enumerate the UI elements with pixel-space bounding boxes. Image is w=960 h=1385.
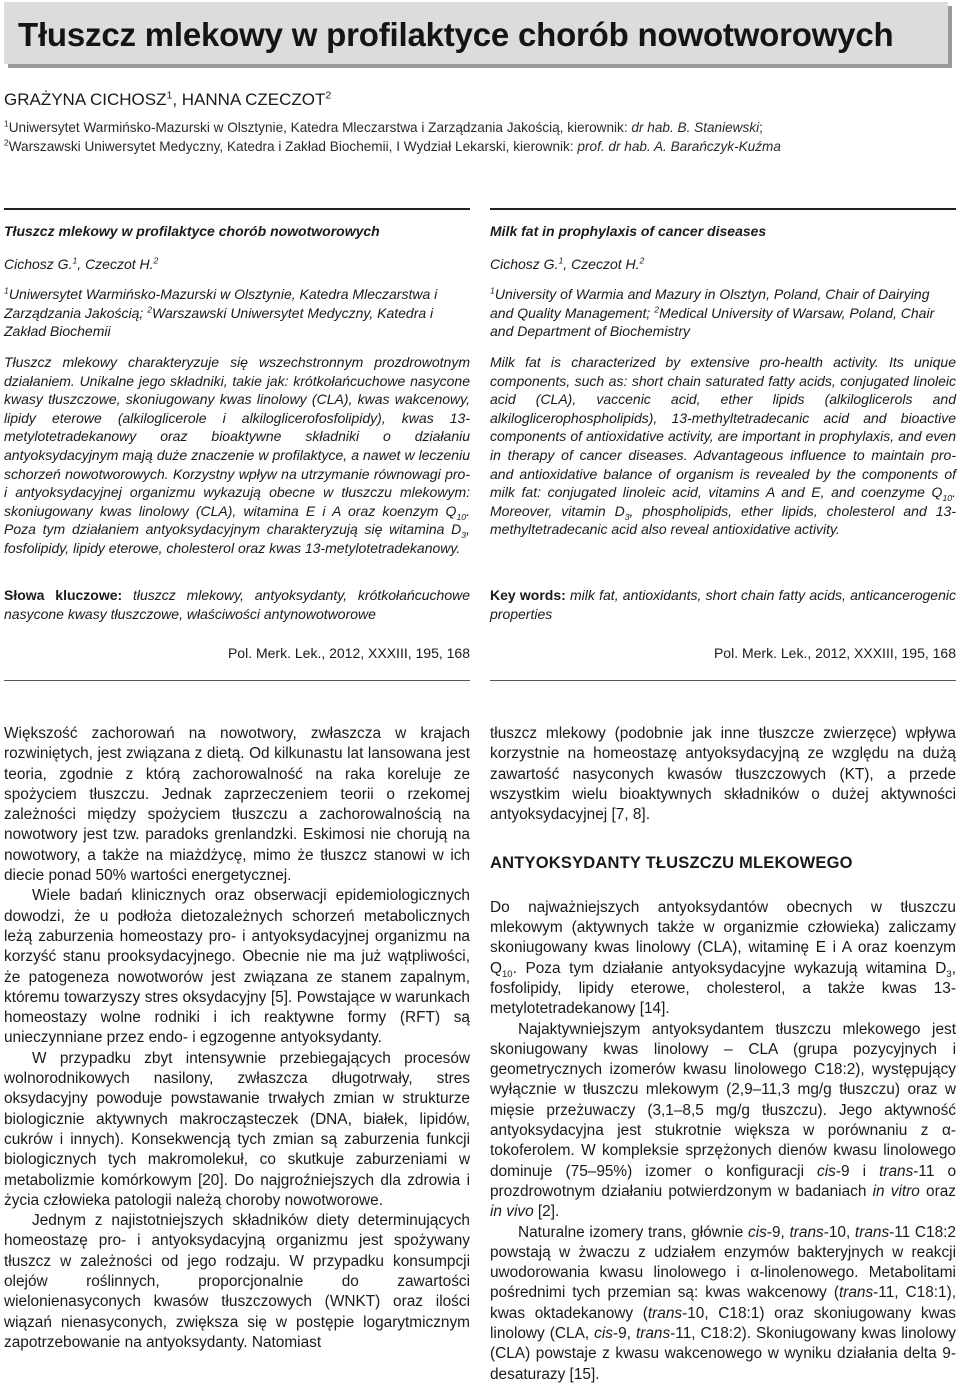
- article-title: Tłuszcz mlekowy w profilaktyce chorób nowotworowych: [18, 16, 894, 53]
- affiliation-2: [4, 139, 781, 154]
- body-right-p3-trans: trans: [879, 1162, 914, 1180]
- body-right-p2-c: , fosfolipidy, lipidy eterowe, cholesterol, a także kwas 13-metylotetradekanowy [14].: [490, 959, 956, 1018]
- abstract-en-affil-sup-1: 1: [490, 285, 495, 296]
- affiliation-2-person: prof. dr hab. A. Barańczyk-Kuźma: [577, 139, 781, 154]
- abstract-pl-body: [4, 353, 470, 558]
- abstract-en-author-1: Cichosz G.: [490, 255, 559, 272]
- abstract-pl-keywords: [4, 586, 470, 623]
- affiliation-1: [4, 120, 763, 135]
- body-right-p4-i: -11, C18:2). Skoniugowany kwas linolowy (CLA) powstaje z kwasu wakcenowego w wyniku działania delta 9-desaturazy [15].: [490, 1325, 956, 1383]
- abstract-pl-body-b: . Poza tym działaniem antyoksydacyjnym charakteryzują się witamina D: [4, 502, 470, 538]
- abstract-en-keywords-label: Key words:: [490, 587, 566, 603]
- body-right-p4-c: -10,: [823, 1223, 855, 1241]
- abstract-en-body-a: Milk fat is characterized by extensive pro-health activity. Its unique components, such as: short chain saturated fatty acids, conjugated linoleic acid (CLA), vaccenic acid, ether lipids (alkiloglicerols and alkiloglicerophospholipids), 13-methyltetradecanic acid and bioactive components of antioxidative activity, are important in prophylaxis, and even in therapy of cancer diseases. Advantageous influence to maintain pro- and antioxidative balance of organism is revealed by the components of milk fat: conjugated linoleic acid, vitamins A and E, and coenzyme Q: [490, 353, 956, 501]
- body-right-p4: [490, 1223, 956, 1385]
- abstract-pl-q10-sub: 10: [456, 511, 467, 522]
- body-left-column: [4, 724, 470, 1353]
- abstract-pl-affiliation: [4, 285, 470, 341]
- abstract-en-affil-1: University of Warmia and Mazury in Olsztyn, Poland, Chair of Dairying and Quality Management;: [490, 286, 930, 321]
- abstract-pl-bottom-rule: [4, 680, 470, 681]
- abstract-pl-keywords-label: Słowa kluczowe:: [4, 587, 123, 603]
- body-right-p3-in-vitro: in vitro: [872, 1182, 920, 1200]
- author-1-sup: 1: [166, 89, 173, 102]
- abstract-pl-author-1-sup: 1: [72, 254, 78, 265]
- body-right-p4-b: -9,: [766, 1223, 790, 1241]
- body-right-q10-sub: 10: [501, 968, 513, 980]
- abstract-pl-author-2-sup: 2: [153, 254, 159, 265]
- body-right-p4-cis-1: cis: [748, 1223, 767, 1241]
- article-authors: [4, 90, 331, 110]
- body-right-p4-e: -linolenowego. Metabolitami pośrednimi tych przemian są: kwas wakcenowy (: [490, 1264, 956, 1302]
- abstract-en-d3-sub: 3: [624, 511, 630, 522]
- abstract-pl-body-c: , fosfolipidy, lipidy eterowe, cholesterol oraz kwas 13-metylotetradekanowy.: [4, 521, 470, 556]
- author-sep: , HANNA CZECZOT: [172, 90, 326, 109]
- abstract-en-bottom-rule: [490, 680, 956, 681]
- abstract-en-body-c: , phospholipids, ether lipids, cholesterol and 13-methyltetradecanic acid also reveal antioxidative activity.: [490, 502, 956, 538]
- body-right-d3-sub: 3: [946, 968, 952, 980]
- body-right-p4-trans-3: trans: [838, 1284, 874, 1302]
- body-right-p4-g: -10, C18:1) oraz skoniugowany kwas linolowy (CLA,: [490, 1304, 956, 1343]
- affiliation-1-end: ;: [759, 120, 763, 135]
- affiliation-1-text: Uniwersytet Warmińsko-Mazurski w Olsztynie, Katedra Mleczarstwa i Zarządzania Jakością, kierownik:: [8, 120, 632, 135]
- body-right-p3-b: -tokoferolem. W kompleksie sprzężonych dienów kwasu linolowego dominuje (75–95%) izomer o konfiguracji: [490, 1122, 956, 1180]
- body-right-p3-e: oraz: [919, 1182, 956, 1200]
- abstract-pl-authors: [4, 255, 470, 274]
- abstract-en-affil-sup-2: 2: [654, 304, 660, 315]
- body-left-p4: Jednym z najistotniejszych składników diety determinujących homeostazę pro- i antyoksydacyjną organizmu jest spożywany tłuszcz w zależności od jego rodzaju. W przypadku konsumpcji olejów roślinnych, proporcjonalnie do zawartości wielonienasyconych kwasów tłuszczowych (WNKT) oraz ilości wiązań nienasyconych, zwiększa się w postępie logarytmicznym zapotrzebowanie na antyoksydanty. Natomiast: [4, 1212, 470, 1351]
- abstract-en-keywords: [490, 586, 956, 623]
- abstract-pl-body-a: Tłuszcz mlekowy charakteryzuje się wszechstronnym prozdrowotnym działaniem. Unikalne jego składniki, takie jak: krótkołańcuchowe nasycone kwasy tłuszczowe, skoniugowany kwas linolowy (CLA), kwas wakcenowy, lipidy eterowe (alkiloglicerole i alkiloglicerofosfolipidy), kwas 13-metylotetradekanowy oraz bioaktywne składniki o działaniu antyoksydacyjnym mają duże znaczenie w profilaktyce, a nawet w leczeniu schorzeń nowotworowych. Korzystny wpływ na utrzymanie równowagi pro-i antyoksydacyjnej organizmu wykazują obecne w tłuszczu mlekowym: skoniugowany kwas linolowy (CLA), witamina E i A oraz koenzym Q: [4, 353, 470, 519]
- abstract-en-author-2-sup: 2: [639, 254, 645, 265]
- abstract-pl-affil-2: Warszawski Uniwersytet Medyczny, Katedra i Zakład Biochemii: [4, 304, 434, 340]
- abstract-en-top-rule: [490, 208, 956, 210]
- abstract-en-title: Milk fat in prophylaxis of cancer diseases: [490, 223, 767, 239]
- alpha-symbol-2: α: [750, 1264, 760, 1282]
- abstract-pl-top-rule: [4, 208, 470, 210]
- body-right-p3-a: Najaktywniejszym antyoksydantem tłuszczu mlekowego jest skoniugowany kwas linolowy – CLA (grupa pozycyjnych i geometrycznych izomerów kwasu linolowego C18:2), występujący wyłącznie w tłuszczu mlekowym (2,9–11,3 mg/g tłuszczu) oraz w mięsie przeżuwaczy (3,1–8,5 mg/g tłuszczu). Jego aktywność antyoksydacyjna jest stukrotnie większa w porównaniu z: [490, 1020, 956, 1140]
- body-right-p4-f: -11, C18:1), kwas oktadekanowy (: [490, 1284, 956, 1322]
- body-right-column: [490, 724, 956, 1385]
- abstract-en-citation: Pol. Merk. Lek., 2012, XXXIII, 195, 168: [713, 645, 956, 661]
- abstract-en-q10-sub: 10: [942, 492, 953, 503]
- body-right-p4-d: -11 C18:2 powstają w żwaczu z udziałem enzymów bakteryjnych w reakcji uwodorowania kwasu linolowego i: [490, 1223, 956, 1282]
- alpha-symbol: α: [941, 1122, 951, 1140]
- body-right-p4-trans-5: trans: [635, 1325, 671, 1343]
- body-left-p3: W przypadku zbyt intensywnie przebiegających procesów wolnorodnikowych nasilony, zwłaszcza długotrwały, stres oksydacyjny powoduje powstawanie trwałych zmian w strukturze biologicznie aktywnych makrocząsteczek (DNA, białek, lipidów, cukrów i innych). Konsekwencją tych zmian są zaburzenia funkcji biologicznych tych makromolekuł, co skutkuje zaburzeniami w metabolizmie komórkowym [20]. Do najgroźniejszych dla zdrowia i życia człowieka patologii należą choroby nowotworowe.: [4, 1049, 470, 1209]
- body-left-p1: Większość zachorowań na nowotwory, zwłaszcza w krajach rozwiniętych, jest związana z dietą. Od kilkunastu lat lansowana jest teoria, zgodnie z którą zachorowalność na raka koreluje ze spożyciem tłuszczu. Jednak zaprzeczeniem teorii o rzekomej zależności między spożyciem tłuszczu a zachorowalnością na nowotwory jest tzw. paradoks grenlandzki. Eskimosi nie chorują na nowotwory, a także na miażdżycę, mimo że tłuszcz stanowi w ich diecie ponad 50% wartości energetycznej.: [4, 725, 470, 885]
- body-left-p2: Wiele badań klinicznych oraz obserwacji epidemiologicznych dowodzi, że u podłoża dietozależnych schorzeń metabolicznych leżą zaburzenia homeostazy pro- i antyoksydacyjnej organizmu na korzyść stanu prooksydacyjnego. Obecnie nie ma już wątpliwości, że patogeneza nowotworów jest związana ze stanem zapalnym, któremu towarzyszy stres oksydacyjny [5]. Powstające w warunkach homeostazy wolne rodniki i ich reaktywne formy (RFT) są unieczynniane przez endo- i egzogenne antyoksydanty.: [4, 887, 470, 1047]
- abstract-pl-affil-sup-1: 1: [4, 285, 9, 296]
- abstract-pl-author-2: , Czeczot H.: [77, 255, 154, 272]
- body-right-p3-cis: cis: [817, 1162, 836, 1180]
- body-right-p4-a: Naturalne izomery trans, głównie: [518, 1223, 749, 1241]
- abstract-pl-citation: Pol. Merk. Lek., 2012, XXXIII, 195, 168: [227, 645, 470, 661]
- abstract-pl-title: Tłuszcz mlekowy w profilaktyce chorób nowotworowych: [4, 223, 380, 239]
- abstract-en-authors: [490, 255, 956, 274]
- section-heading: ANTYOKSYDANTY TŁUSZCZU MLEKOWEGO: [490, 854, 853, 873]
- abstract-pl-author-1: Cichosz G.: [4, 255, 73, 272]
- body-right-p4-trans-4: trans: [647, 1304, 683, 1322]
- title-banner: [4, 2, 948, 64]
- abstract-en-body-b: . Moreover, vitamin D: [490, 484, 956, 519]
- affiliation-2-sup: 2: [4, 137, 9, 148]
- body-right-p2: [490, 898, 956, 1020]
- affiliation-1-sup: 1: [4, 118, 9, 129]
- body-right-p3-in-vivo: in vivo: [490, 1203, 534, 1221]
- affiliation-1-person: dr hab. B. Staniewski: [631, 120, 760, 135]
- body-right-p4-trans-1: trans: [789, 1223, 824, 1241]
- abstract-en-body: [490, 353, 956, 539]
- body-right-p4-trans-2: trans: [854, 1223, 890, 1241]
- abstract-pl-keywords-text: tłuszcz mlekowy, antyoksydanty, krótkołańcuchowe nasycone kwasy tłuszczowe, właściwości antynowotworowe: [4, 587, 470, 622]
- abstract-pl-affil-sup-2: 2: [147, 304, 153, 315]
- abstract-en-author-2: , Czeczot H.: [563, 255, 640, 272]
- abstract-en-affiliation: [490, 285, 956, 341]
- body-right-p1: tłuszcz mlekowy (podobnie jak inne tłuszcze zwierzęce) wpływa korzystnie na homeostazę antyoksydacyjną ze względu na dużą zawartość nasyconych kwasów tłuszczowych (KT), a przede wszystkim wielu bioaktywnych składników o dużej aktywności antyoksydacyjnej [7, 8].: [490, 725, 956, 824]
- abstract-pl-affil-1: Uniwersytet Warmińsko-Mazurski w Olsztynie, Katedra Mleczarstwa i Zarządzania Jakością;: [4, 286, 438, 321]
- body-right-p4-h: -9,: [612, 1325, 636, 1343]
- body-right-p3: [490, 1020, 956, 1223]
- abstract-pl: [4, 220, 470, 680]
- body-right-p2-a: Do najważniejszych antyoksydantów obecnych w tłuszczu mlekowym (aktywnych także w organizmie człowieka) zaliczamy skoniugowany kwas linolowy (CLA), witaminę E i A oraz koenzym Q: [490, 898, 956, 977]
- body-right-p3-f: [2].: [533, 1203, 560, 1221]
- body-right-p2-b: . Poza tym działanie antyoksydacyjne wykazują witamina D: [512, 959, 947, 977]
- body-right-p4-cis-2: cis: [594, 1325, 613, 1343]
- abstract-en-affil-2: Medical University of Warsaw, Poland, Chair and Department of Biochemistry: [490, 304, 935, 340]
- affiliation-2-text: Warszawski Uniwersytet Medyczny, Katedra i Zakład Biochemii, I Wydział Lekarski, kierownik:: [8, 139, 578, 154]
- abstract-en: [490, 220, 956, 680]
- abstract-en-author-1-sup: 1: [558, 254, 564, 265]
- author-1: GRAŻYNA CICHOSZ: [4, 90, 167, 109]
- abstract-en-keywords-text: milk fat, antioxidants, short chain fatty acids, anticancerogenic properties: [490, 587, 956, 622]
- body-right-p3-d: -11 o prozdrowotnym działaniu potwierdzonym w badaniach: [490, 1162, 957, 1200]
- abstract-pl-d3-sub: 3: [461, 530, 467, 541]
- author-2-sup: 2: [325, 89, 332, 102]
- body-right-p3-c: -9 i: [835, 1162, 880, 1180]
